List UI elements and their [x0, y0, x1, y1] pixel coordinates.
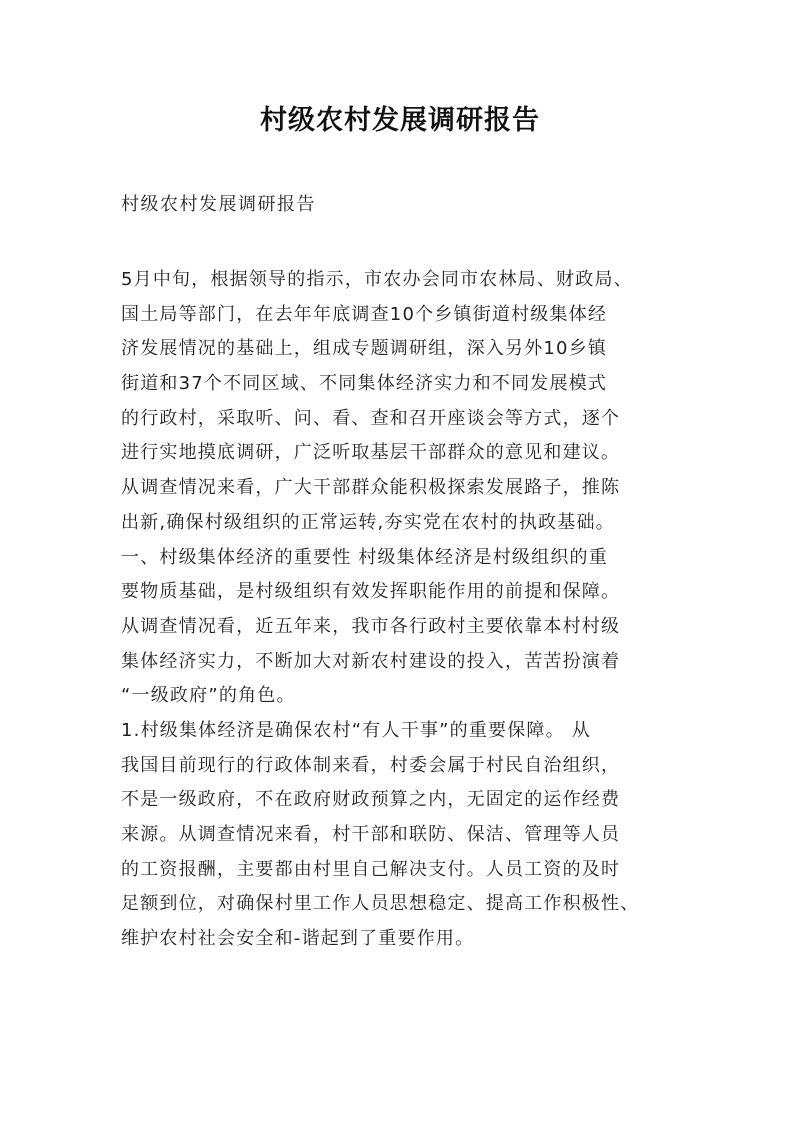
body-line: 集体经济实力，不断加大对新农村建设的投入，苦苦扮演着 — [121, 650, 621, 672]
document-title: 村级农村发展调研报告 — [260, 105, 540, 136]
numbered-point-line: 1.村级集体经济是确保农村“有人干事”的重要保障。 从 — [121, 719, 591, 741]
document-body — [121, 263, 691, 957]
body-line: 要物质基础，是村级组织有效发挥职能作用的前提和保障。 — [121, 581, 621, 603]
body-line: 维护农村社会安全和-谐起到了重要作用。 — [121, 928, 475, 950]
body-line: 出新,确保村级组织的正常运转,夯实党在农村的执政基础。 — [121, 511, 615, 533]
body-line: 从调查情况看，近五年来，我市各行政村主要依靠本村村级 — [121, 615, 621, 637]
document-subtitle: 村级农村发展调研报告 — [121, 194, 316, 215]
body-line: 国土局等部门，在去年年底调查10个乡镇街道村级集体经 — [121, 303, 608, 325]
body-line: 不是一级政府，不在政府财政预算之内，无固定的运作经费 — [121, 789, 621, 811]
body-line: 我国目前现行的行政体制来看，村委会属于村民自治组织， — [121, 754, 621, 776]
section-heading-line: 一、村级集体经济的重要性 村级集体经济是村级组织的重 — [121, 546, 608, 568]
body-line: “一级政府”的角色。 — [121, 685, 296, 707]
body-line: 济发展情况的基础上，组成专题调研组，深入另外10乡镇 — [121, 338, 608, 360]
body-line: 进行实地摸底调研，广泛听取基层干部群众的意见和建议。 — [121, 442, 621, 464]
body-line: 5月中旬，根据领导的指示，市农办会同市农林局、财政局、 — [121, 269, 633, 290]
body-line: 从调查情况来看，广大干部群众能积极探索发展路子，推陈 — [121, 477, 621, 499]
body-line: 足额到位，对确保村里工作人员思想稳定、提高工作积极性、 — [121, 893, 640, 915]
body-line: 街道和37个不同区域、不同集体经济实力和不同发展模式 — [121, 373, 608, 395]
body-line: 来源。从调查情况来看，村干部和联防、保洁、管理等人员 — [121, 824, 621, 845]
body-line: 的工资报酬，主要都由村里自己解决支付。人员工资的及时 — [121, 858, 621, 880]
body-line: 的行政村，采取听、问、看、查和召开座谈会等方式，逐个 — [121, 407, 621, 429]
